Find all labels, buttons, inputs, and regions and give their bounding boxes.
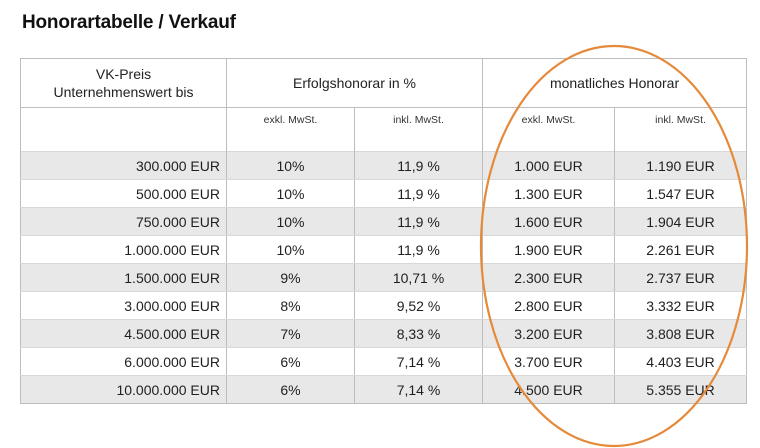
cell-fee-excl: 1.300 EUR: [483, 180, 615, 208]
cell-pct-excl: 7%: [227, 320, 355, 348]
page-title: Honorartabelle / Verkauf: [22, 12, 236, 33]
cell-pct-incl: 9,52 %: [355, 292, 483, 320]
cell-pct-excl: 10%: [227, 180, 355, 208]
cell-pct-excl: 10%: [227, 236, 355, 264]
table-row: [21, 376, 747, 404]
cell-pct-incl: 7,14 %: [355, 376, 483, 404]
cell-pct-incl: 11,9 %: [355, 152, 483, 180]
cell-fee-incl: 1.547 EUR: [615, 180, 747, 208]
cell-price: 1.500.000 EUR: [21, 264, 227, 292]
cell-pct-excl: 9%: [227, 264, 355, 292]
cell-pct-excl: 6%: [227, 376, 355, 404]
cell-pct-incl: 11,9 %: [355, 208, 483, 236]
subheader-excl-pct: exkl. MwSt.: [227, 108, 355, 152]
subheader-excl-fee: exkl. MwSt.: [483, 108, 615, 152]
subheader-row: [21, 108, 747, 152]
cell-fee-incl: 5.355 EUR: [615, 376, 747, 404]
cell-fee-incl: 3.332 EUR: [615, 292, 747, 320]
header-price-line1: VK-Preis: [95, 66, 152, 82]
cell-fee-excl: 2.300 EUR: [483, 264, 615, 292]
cell-pct-incl: 11,9 %: [355, 180, 483, 208]
cell-price: 1.000.000 EUR: [21, 236, 227, 264]
header-price: [21, 59, 227, 108]
cell-fee-incl: 1.190 EUR: [615, 152, 747, 180]
cell-price: 300.000 EUR: [21, 152, 227, 180]
header-success-fee: Erfolgshonorar in %: [227, 59, 483, 108]
cell-fee-incl: 2.737 EUR: [615, 264, 747, 292]
cell-pct-excl: 10%: [227, 208, 355, 236]
header-price-line2: Unternehmenswert bis: [53, 84, 194, 100]
cell-pct-incl: 7,14 %: [355, 348, 483, 376]
table-row: [21, 264, 747, 292]
table-row: [21, 348, 747, 376]
cell-fee-excl: 1.600 EUR: [483, 208, 615, 236]
fee-table-container: [20, 58, 746, 404]
cell-price: 6.000.000 EUR: [21, 348, 227, 376]
fee-table: [20, 58, 747, 404]
table-row: [21, 320, 747, 348]
subheader-blank: [21, 108, 227, 152]
cell-pct-excl: 8%: [227, 292, 355, 320]
table-row: [21, 208, 747, 236]
cell-price: 4.500.000 EUR: [21, 320, 227, 348]
table-row: [21, 292, 747, 320]
header-monthly-fee: monatliches Honorar: [483, 59, 747, 108]
table-body: [21, 152, 747, 404]
cell-pct-incl: 11,9 %: [355, 236, 483, 264]
cell-price: 500.000 EUR: [21, 180, 227, 208]
cell-fee-incl: 1.904 EUR: [615, 208, 747, 236]
cell-fee-incl: 2.261 EUR: [615, 236, 747, 264]
header-row: [21, 59, 747, 108]
table-row: [21, 152, 747, 180]
subheader-incl-pct: inkl. MwSt.: [355, 108, 483, 152]
cell-price: 750.000 EUR: [21, 208, 227, 236]
cell-fee-excl: 1.900 EUR: [483, 236, 615, 264]
cell-pct-excl: 10%: [227, 152, 355, 180]
cell-fee-excl: 2.800 EUR: [483, 292, 615, 320]
cell-fee-excl: 3.200 EUR: [483, 320, 615, 348]
cell-pct-incl: 10,71 %: [355, 264, 483, 292]
cell-fee-incl: 4.403 EUR: [615, 348, 747, 376]
cell-fee-excl: 4.500 EUR: [483, 376, 615, 404]
cell-fee-excl: 1.000 EUR: [483, 152, 615, 180]
cell-pct-incl: 8,33 %: [355, 320, 483, 348]
table-row: [21, 236, 747, 264]
cell-price: 10.000.000 EUR: [21, 376, 227, 404]
cell-fee-excl: 3.700 EUR: [483, 348, 615, 376]
cell-pct-excl: 6%: [227, 348, 355, 376]
cell-fee-incl: 3.808 EUR: [615, 320, 747, 348]
table-row: [21, 180, 747, 208]
cell-price: 3.000.000 EUR: [21, 292, 227, 320]
subheader-incl-fee: inkl. MwSt.: [615, 108, 747, 152]
